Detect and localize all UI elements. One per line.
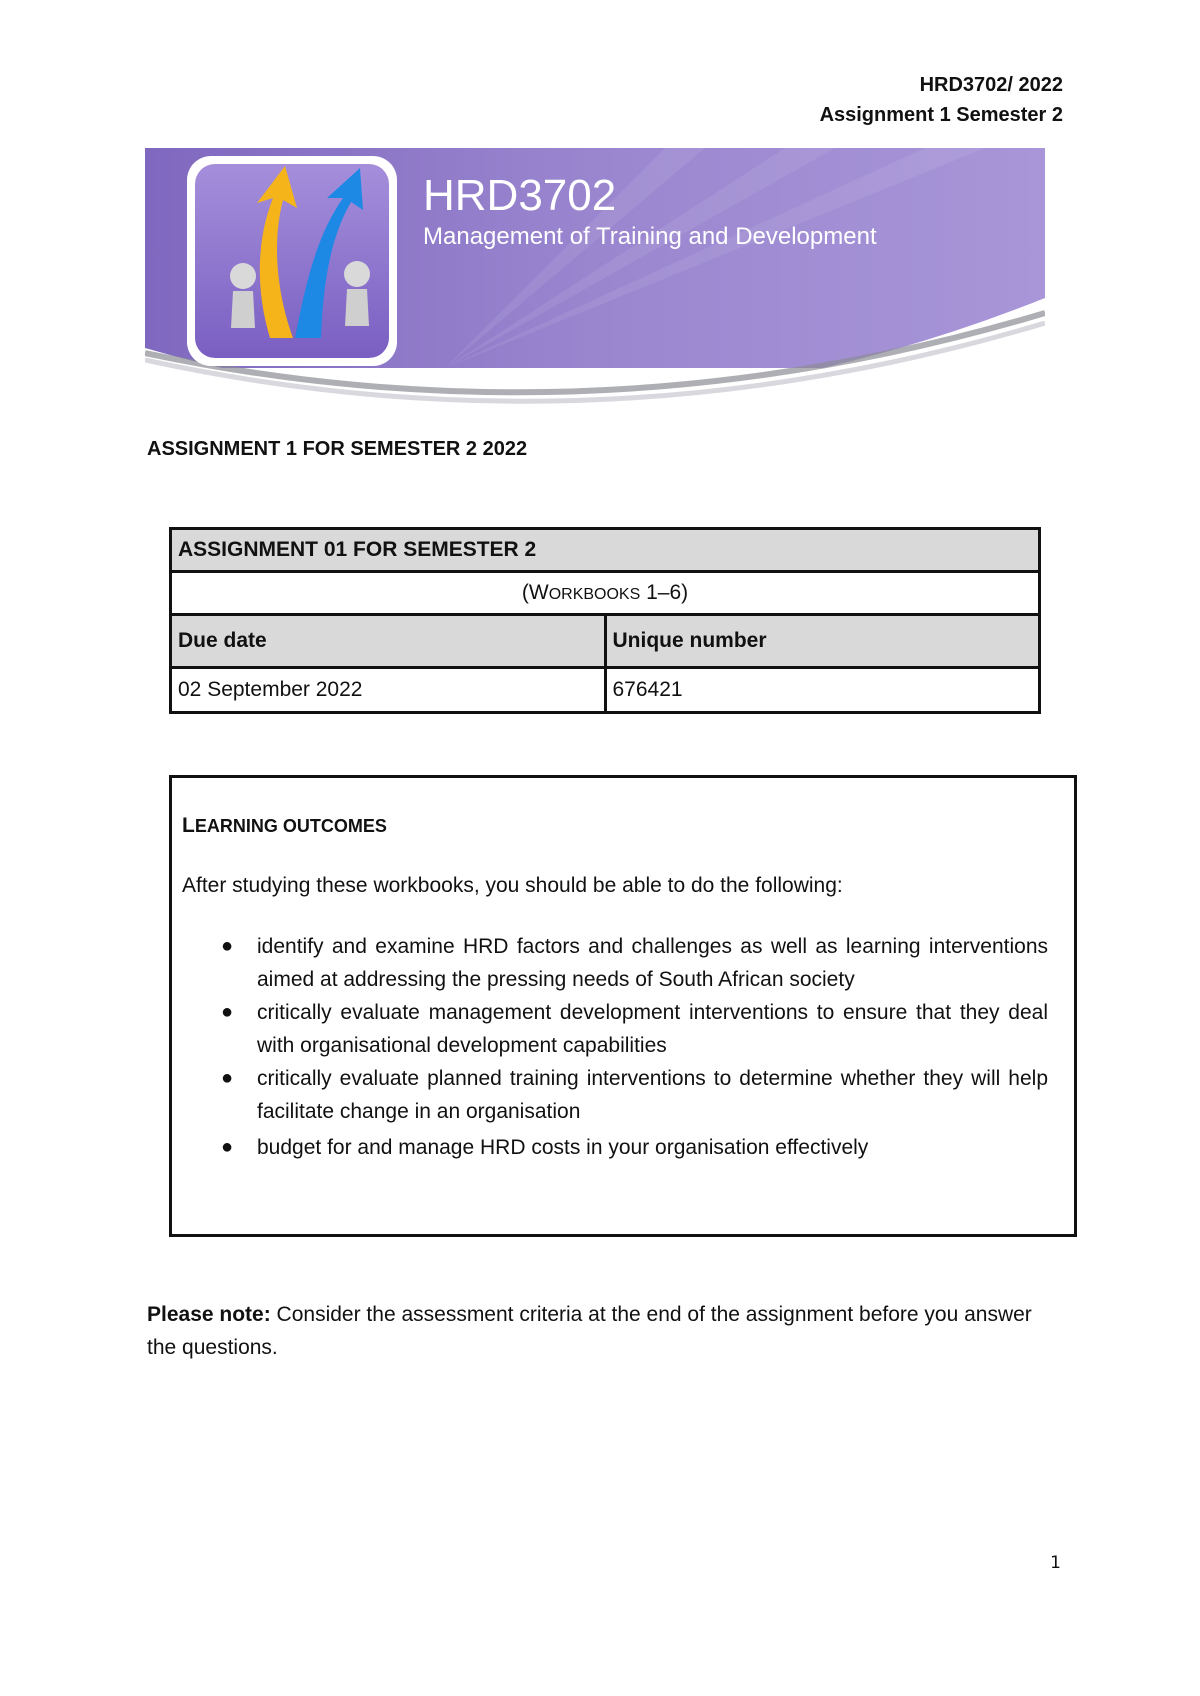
due-date-header: Due date	[171, 615, 606, 668]
table-title: ASSIGNMENT 01 FOR SEMESTER 2	[171, 529, 1040, 572]
workbooks-range: (WORKBOOKS 1–6)	[171, 572, 1040, 615]
unique-number-value: 676421	[605, 668, 1040, 713]
learning-outcomes-list	[182, 930, 1048, 1164]
bullet-icon: ●	[221, 1067, 234, 1089]
bullet-icon: ●	[221, 935, 234, 957]
assignment-info-table	[169, 527, 1041, 714]
note-label: Please note:	[147, 1303, 271, 1326]
bullet-icon: ●	[221, 1001, 234, 1023]
note-text: Consider the assessment criteria at the end of the assignment before you answer the questions.	[147, 1303, 1032, 1359]
page-header	[820, 70, 1063, 130]
page-title: ASSIGNMENT 1 FOR SEMESTER 2 2022	[147, 438, 528, 460]
header-course-code: HRD3702/ 2022	[919, 74, 1063, 96]
course-banner	[145, 148, 1045, 423]
list-item: ● critically evaluate management development interventions to ensure that they deal with organisational development capabilities	[182, 996, 1048, 1062]
header-assignment: Assignment 1 Semester 2	[819, 104, 1063, 126]
list-item: ● identify and examine HRD factors and challenges as well as learning interventions aimed at addressing the pressing needs of South African society	[182, 930, 1048, 996]
learning-outcomes-intro: After studying these workbooks, you should be able to do the following:	[182, 874, 843, 897]
learning-outcomes-box	[169, 775, 1077, 1237]
page-number: 1	[1050, 1553, 1061, 1573]
banner-code: HRD3702	[423, 171, 617, 220]
banner-subtitle: Management of Training and Development	[423, 223, 877, 250]
list-item: ● budget for and manage HRD costs in your organisation effectively	[182, 1131, 1048, 1164]
unique-number-header: Unique number	[605, 615, 1040, 668]
learning-outcomes-title: LEARNING OUTCOMES	[182, 814, 387, 837]
due-date-value: 02 September 2022	[171, 668, 606, 713]
list-item: ● critically evaluate planned training interventions to determine whether they will help facilitate change in an organisation	[182, 1062, 1048, 1128]
bullet-icon: ●	[221, 1136, 234, 1158]
please-note	[147, 1298, 1052, 1364]
